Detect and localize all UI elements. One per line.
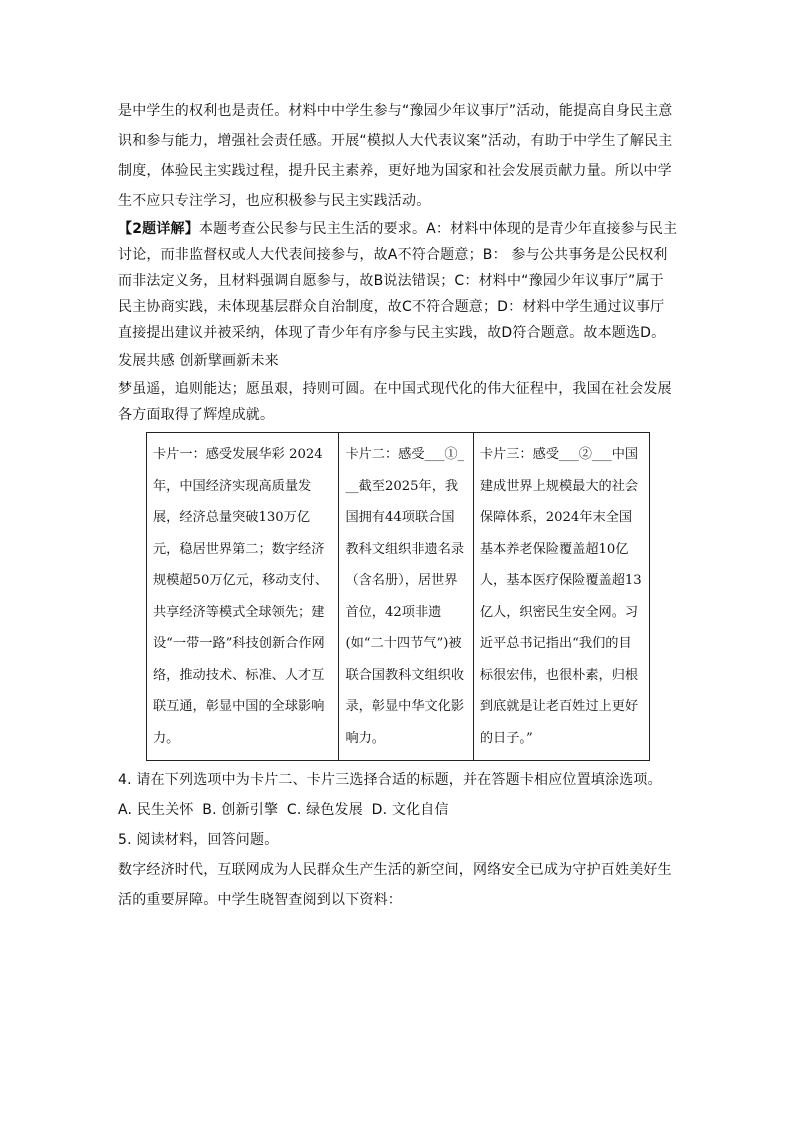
option-a: A. 民生关怀: [118, 802, 194, 818]
document-page: [118, 96, 678, 915]
question-4-options: [118, 795, 678, 825]
explanation-label: 【2题详解】: [118, 221, 199, 237]
card-three: 卡片三：感受___②___中国建成世界上规模最大的社会保障体系，2024年末全国基本养老保险覆盖超10亿人，基本医疗保险覆盖超13亿人，织密民生安全网。习近平总书记指出“我们的目标很宏伟，也很朴素，归根到底就是让老百姓过上更好的日子。”: [473, 433, 649, 761]
question-4: 4. 请在下列选项中为卡片二、卡片三选择合适的标题，并在答题卡相应位置填涂选项。: [118, 772, 662, 788]
question-5: 5. 阅读材料，回答问题。: [118, 832, 279, 848]
closing-paragraph: 数字经济时代，互联网成为人民群众生产生活的新空间，网络安全已成为守护百姓美好生活的重要屏障。中学生晓智查阅到以下资料：: [118, 862, 672, 908]
option-b: B. 创新引擎: [202, 802, 279, 818]
option-d: D. 文化自信: [371, 802, 449, 818]
card-one: 卡片一：感受发展华彩 2024年，中国经济实现高质量发展，经济总量突破130万亿元，稳居世界第二；数字经济规模超50万亿元，移动支付、共享经济等模式全球领先；建设“一带一路”科技创新合作网络，推动技术、标准、人才互联互通，彰显中国的全球影响力。: [147, 433, 339, 761]
option-c: C. 绿色发展: [286, 802, 363, 818]
explanation-text: 本题考查公民参与民主生活的要求。A：材料中体现的是青少年直接参与民主讨论，而非监督权或人大代表间接参与，故A不符合题意；B： 参与公共事务是公民权利而非法定义务，且材料强调自愿参与，故B说法错误；C：材料中“豫园少年议事厅”属于民主协商实践，未体现基层群众自治制度，故C不符合题意；D：材料中学生通过议事厅直接提出建议并被采纳，体现了青少年有序参与民主实践，故D符合题意。故本题选D。: [118, 221, 678, 341]
intro-paragraph: 梦虽遥，追则能达；愿虽艰，持则可圆。在中国式现代化的伟大征程中，我国在社会发展各方面取得了辉煌成就。: [118, 381, 672, 423]
paragraph-answer-continued: 是中学生的权利也是责任。材料中中学生参与“豫园少年议事厅”活动，能提高自身民主意识和参与能力，增强社会责任感。开展“模拟人大代表议案”活动，有助于中学生了解民主制度，体验民主实践过程，提升民主素养，更好地为国家和社会发展贡献力量。所以中学生不应只专注学习，也应积极参与民主实践活动。: [118, 103, 673, 209]
cards-row: [147, 433, 650, 761]
card-two: 卡片二：感受___①___截至2025年，我国拥有44项联合国教科文组织非遗名录（含名册），居世界首位，42项非遗(如“二十四节气”)被联合国教科文组织收录，彰显中华文化影响力。: [339, 433, 473, 761]
cards-table: [146, 432, 650, 761]
explanation-paragraph: [118, 216, 678, 346]
section-title: 发展共感 创新擘画新未来: [118, 353, 279, 369]
